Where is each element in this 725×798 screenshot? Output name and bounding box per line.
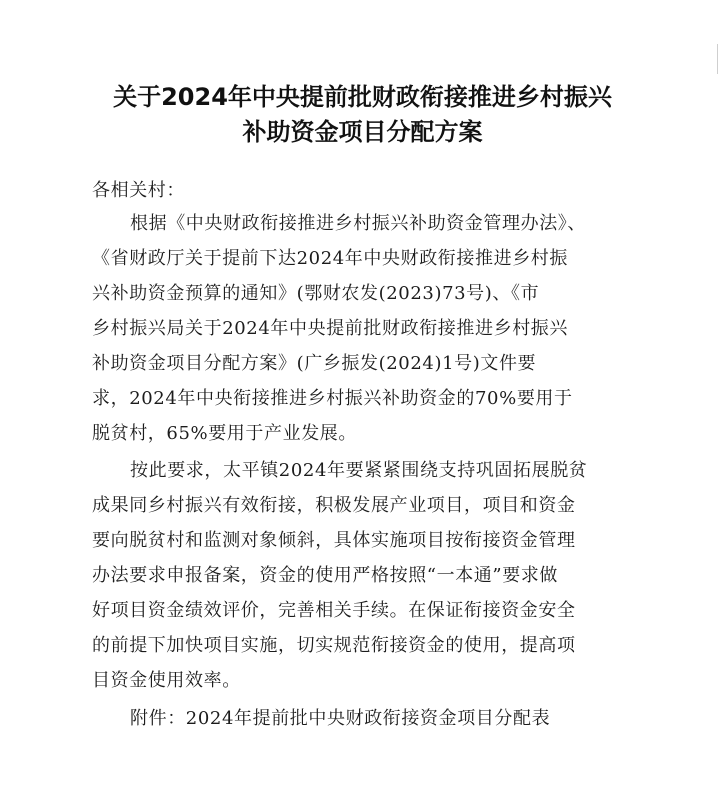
paragraph-2-line-3: 要向脱贫村和监测对象倾斜，具体实施项目按衔接资金管理 xyxy=(92,530,576,551)
paragraph-1-line-4: 乡村振兴局关于2024年中央提前批财政衔接推进乡村振兴 xyxy=(92,318,569,339)
paragraph-1-line-2: 《省财政厅关于提前下达2024年中央财政衔接推进乡村振 xyxy=(92,248,569,269)
paragraph-1-line-6: 求，2024年中央衔接推进乡村振兴补助资金的70%要用于 xyxy=(92,388,573,409)
paragraph-1-line-5: 补助资金项目分配方案》(广乡振发(2024)1号)文件要 xyxy=(92,353,537,374)
paragraph-1-line-7: 脱贫村，65%要用于产业发展。 xyxy=(92,423,358,444)
paragraph-1-line-3: 兴补助资金预算的通知》(鄂财农发(2023)73号)、《市 xyxy=(92,283,540,304)
paragraph-2-line-1: 按此要求，太平镇2024年要紧紧围绕支持巩固拓展脱贫 xyxy=(130,460,588,481)
paragraph-2-line-7: 目资金使用效率。 xyxy=(92,670,241,691)
document-title-line-1: 关于2024年中央提前批财政衔接推进乡村振兴 xyxy=(113,83,612,111)
paragraph-2-line-4: 办法要求申报备案，资金的使用严格按照“一本通”要求做 xyxy=(92,565,559,586)
paragraph-2-line-5: 好项目资金绩效评价，完善相关手续。在保证衔接资金安全 xyxy=(92,600,576,621)
salutation: 各相关村： xyxy=(92,180,185,201)
document-title-line-2: 补助资金项目分配方案 xyxy=(242,118,483,146)
paragraph-2-line-6: 的前提下加快项目实施，切实规范衔接资金的使用，提高项 xyxy=(92,635,576,656)
paragraph-1-line-1: 根据《中央财政衔接推进乡村振兴补助资金管理办法》、 xyxy=(130,213,586,234)
paragraph-2-line-2: 成果同乡村振兴有效衔接，积极发展产业项目，项目和资金 xyxy=(92,495,576,516)
attachment-line: 附件：2024年提前批中央财政衔接资金项目分配表 xyxy=(130,708,551,729)
page-edge-divider xyxy=(717,44,718,74)
